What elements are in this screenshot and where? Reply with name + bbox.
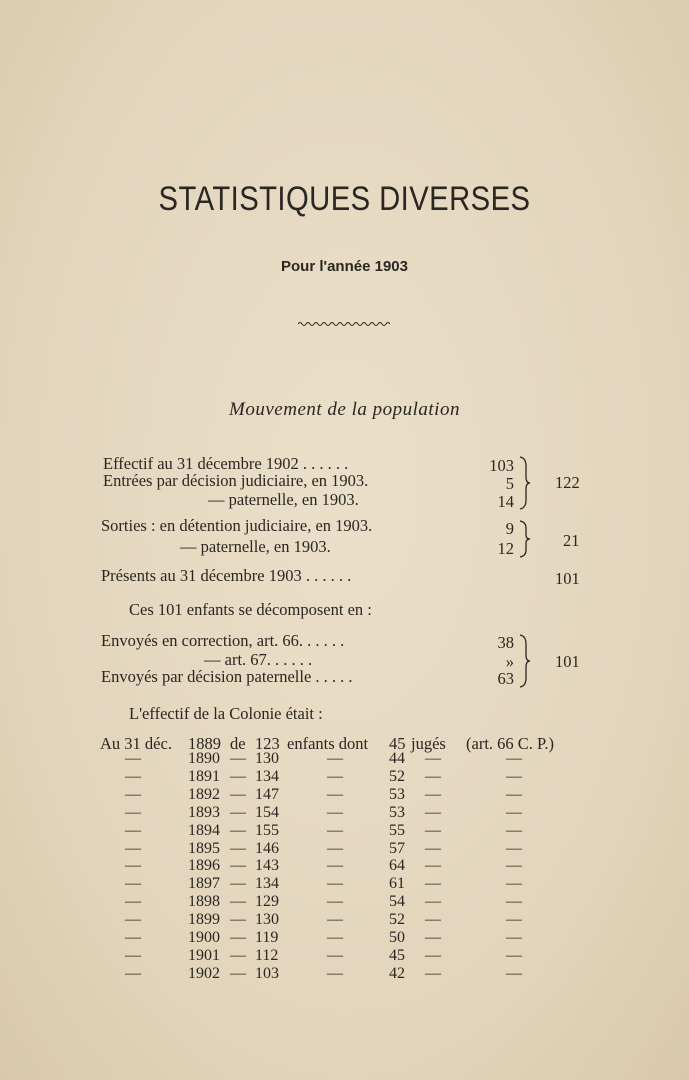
colonie-dash-b: — <box>230 821 246 839</box>
colonie-dash-a: — <box>125 803 141 821</box>
effectif-label-2 <box>208 490 359 510</box>
colonie-header-year: 1889 <box>188 734 221 753</box>
colonie-juges: 52 <box>389 911 405 929</box>
colonie-dash-c: — <box>327 767 343 785</box>
colonie-dash-c: — <box>327 857 343 875</box>
colonie-header-prefix: Au 31 déc. <box>100 734 172 753</box>
decomp-label-2: Envoyés par décision paternelle . . . . . <box>101 667 353 686</box>
colonie-dash-e: — <box>506 911 522 929</box>
colonie-juges: 45 <box>389 946 405 964</box>
colonie-juges: 42 <box>389 964 405 982</box>
colonie-dash-a: — <box>125 785 141 803</box>
colonie-dash-a: — <box>125 964 141 982</box>
colonie-enfants: 134 <box>255 875 279 893</box>
colonie-dash-c: — <box>327 911 343 929</box>
page-subtitle: Pour l'année 1903 <box>281 258 408 275</box>
colonie-dash-a: — <box>125 929 141 946</box>
colonie-header-enfants-label: enfants dont <box>287 734 369 753</box>
colonie-header-enfants: 123 <box>255 734 280 753</box>
colonie-year: 1891 <box>188 767 220 785</box>
decompose-intro: Ces 101 enfants se décomposent en : <box>129 600 372 619</box>
effectif-label-0: Effectif au 31 décembre 1902 . . . . . . <box>103 454 349 473</box>
section-title: Mouvement de la population <box>229 399 460 420</box>
colonie-dash-d: — <box>425 750 441 767</box>
colonie-dash-b: — <box>230 946 246 964</box>
effectif-label-1: Entrées par décision judiciaire, en 1903. <box>103 471 369 490</box>
colonie-dash-d: — <box>425 821 441 839</box>
colonie-dash-c: — <box>327 750 343 767</box>
sorties-value-0: 9 <box>505 519 514 538</box>
colonie-enfants: 103 <box>255 964 279 982</box>
colonie-dash-c: — <box>327 803 343 821</box>
colonie-enfants: 129 <box>255 893 279 911</box>
colonie-juges: 50 <box>389 929 405 946</box>
colonie-dash-e: — <box>506 875 522 893</box>
colonie-dash-c: — <box>327 946 343 964</box>
brace-sorties <box>518 520 532 558</box>
colonie-header-de: de <box>230 734 246 753</box>
colonie-dash-a: — <box>125 911 141 929</box>
colonie-juges: 53 <box>389 803 405 821</box>
effectif-value-2: 14 <box>497 492 514 511</box>
colonie-enfants: 119 <box>255 929 279 946</box>
colonie-dash-d: — <box>425 785 441 803</box>
colonie-enfants: 130 <box>255 911 279 929</box>
colonie-year: 1894 <box>188 821 220 839</box>
colonie-dash-e: — <box>506 785 522 803</box>
colonie-dash-a: — <box>125 839 141 857</box>
colonie-dash-b: — <box>230 803 246 821</box>
colonie-dash-a: — <box>125 767 141 785</box>
colonie-juges: 61 <box>389 875 405 893</box>
colonie-dash-a: — <box>125 821 141 839</box>
page-title: STATISTIQUES DIVERSES <box>158 180 531 218</box>
colonie-dash-e: — <box>506 929 522 946</box>
sorties-label-0: Sorties : en détention judiciaire, en 1903. <box>101 516 373 535</box>
colonie-enfants: 134 <box>255 767 279 785</box>
colonie-dash-b: — <box>230 857 246 875</box>
sorties-value-1: 12 <box>497 539 514 558</box>
colonie-header-juges: 45 <box>389 734 406 753</box>
colonie-juges: 54 <box>389 893 405 911</box>
colonie-dash-e: — <box>506 750 522 767</box>
colonie-dash-c: — <box>327 929 343 946</box>
colonie-dash-b: — <box>230 964 246 982</box>
colonie-dash-c: — <box>327 785 343 803</box>
presents-label: Présents au 31 décembre 1903 . . . . . . <box>101 566 352 585</box>
colonie-dash-e: — <box>506 839 522 857</box>
colonie-dash-e: — <box>506 893 522 911</box>
brace-decomposition <box>518 634 532 688</box>
colonie-juges: 53 <box>389 785 405 803</box>
colonie-year: 1896 <box>188 857 220 875</box>
colonie-enfants: 143 <box>255 857 279 875</box>
colonie-dash-d: — <box>425 857 441 875</box>
colonie-enfants: 147 <box>255 785 279 803</box>
sorties-total: 21 <box>563 531 580 550</box>
colonie-dash-e: — <box>506 964 522 982</box>
colonie-dash-a: — <box>125 893 141 911</box>
colonie-dash-e: — <box>506 821 522 839</box>
colonie-year: 1897 <box>188 875 220 893</box>
colonie-dash-b: — <box>230 767 246 785</box>
colonie-year: 1892 <box>188 785 220 803</box>
decomp-label-0: Envoyés en correction, art. 66. . . . . . <box>101 631 345 650</box>
colonie-dash-b: — <box>230 839 246 857</box>
colonie-year: 1893 <box>188 803 220 821</box>
wavy-rule-ornament <box>298 320 390 328</box>
colonie-juges: 52 <box>389 767 405 785</box>
colonie-dash-c: — <box>327 875 343 893</box>
colonie-enfants: 155 <box>255 821 279 839</box>
effectif-value-1: 5 <box>505 474 514 493</box>
colonie-year: 1895 <box>188 839 220 857</box>
colonie-dash-a: — <box>125 857 141 875</box>
presents-value: 101 <box>555 569 580 588</box>
colonie-dash-d: — <box>425 929 441 946</box>
colonie-year: 1902 <box>188 964 220 982</box>
colonie-year: 1901 <box>188 946 220 964</box>
colonie-dash-e: — <box>506 767 522 785</box>
sorties-label-1: — paternelle, en 1903. <box>180 537 331 556</box>
colonie-dash-d: — <box>425 964 441 982</box>
colonie-dash-e: — <box>506 946 522 964</box>
decomp-total: 101 <box>555 652 580 671</box>
effectif-label-2-text: — paternelle, en 1903. <box>208 490 359 509</box>
effectif-value-0: 103 <box>489 456 514 475</box>
colonie-dash-b: — <box>230 893 246 911</box>
colonie-enfants: 146 <box>255 839 279 857</box>
colonie-dash-b: — <box>230 911 246 929</box>
colonie-enfants: 130 <box>255 750 279 767</box>
decomp-label-1: — art. 67. . . . . . <box>204 650 313 669</box>
decomp-value-0: 38 <box>497 633 514 652</box>
colonie-enfants: 154 <box>255 803 279 821</box>
colonie-dash-c: — <box>327 893 343 911</box>
colonie-dash-c: — <box>327 839 343 857</box>
colonie-dash-d: — <box>425 839 441 857</box>
colonie-dash-a: — <box>125 750 141 767</box>
colonie-dash-a: — <box>125 875 141 893</box>
colonie-juges: 44 <box>389 750 405 767</box>
colonie-dash-d: — <box>425 893 441 911</box>
decomp-value-2: 63 <box>497 669 514 688</box>
colonie-dash-b: — <box>230 875 246 893</box>
colonie-juges: 57 <box>389 839 405 857</box>
effectif-total: 122 <box>555 473 580 492</box>
decomp-value-1: » <box>505 652 514 671</box>
colonie-dash-b: — <box>230 750 246 767</box>
colonie-year: 1900 <box>188 929 220 946</box>
colonie-dash-c: — <box>327 964 343 982</box>
colonie-dash-d: — <box>425 911 441 929</box>
colonie-juges: 55 <box>389 821 405 839</box>
colonie-juges: 64 <box>389 857 405 875</box>
colonie-dash-d: — <box>425 946 441 964</box>
colonie-dash-b: — <box>230 929 246 946</box>
colonie-dash-a: — <box>125 946 141 964</box>
colonie-year: 1890 <box>188 750 220 767</box>
colonie-dash-c: — <box>327 821 343 839</box>
colonie-enfants: 112 <box>255 946 279 964</box>
colonie-intro: L'effectif de la Colonie était : <box>129 704 323 723</box>
colonie-dash-e: — <box>506 803 522 821</box>
colonie-dash-d: — <box>425 803 441 821</box>
colonie-dash-e: — <box>506 857 522 875</box>
colonie-dash-d: — <box>425 767 441 785</box>
colonie-dash-d: — <box>425 875 441 893</box>
colonie-header-art: (art. 66 C. P.) <box>466 734 554 753</box>
colonie-year: 1898 <box>188 893 220 911</box>
brace-effectif <box>518 456 532 510</box>
colonie-year: 1899 <box>188 911 220 929</box>
colonie-dash-b: — <box>230 785 246 803</box>
colonie-header-juges-label: jugés <box>411 734 446 753</box>
